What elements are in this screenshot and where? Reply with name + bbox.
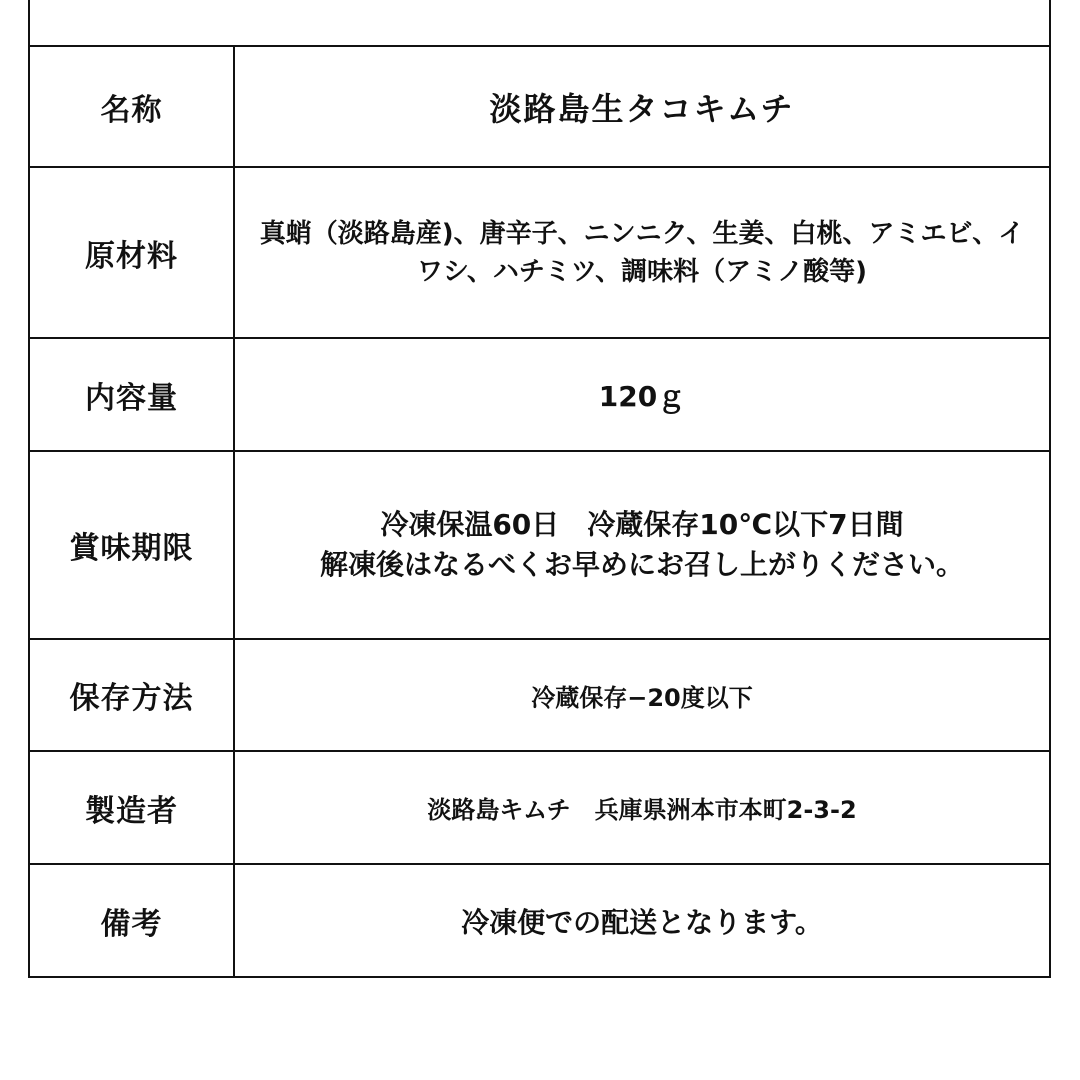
volume-text: 120ｇ xyxy=(598,379,686,413)
row-label-storage: 保存方法 xyxy=(30,640,235,750)
row-label-manufacturer: 製造者 xyxy=(30,752,235,863)
table-row-storage xyxy=(30,640,1049,752)
product-name-text: 淡路島生タコキムチ xyxy=(489,89,795,128)
row-label-volume: 内容量 xyxy=(30,339,235,450)
product-info-table xyxy=(28,0,1051,978)
table-row-volume xyxy=(30,339,1049,452)
row-label-ingredients: 原材料 xyxy=(30,168,235,337)
table-row-manufacturer xyxy=(30,752,1049,865)
table-top-strip xyxy=(30,0,1049,47)
table-row-expiry xyxy=(30,452,1049,640)
ingredients-line-2: ワシ、ハチミツ、調味料（アミノ酸等) xyxy=(417,256,867,287)
row-value-expiry xyxy=(235,452,1049,638)
note-text: 冷凍便での配送となります。 xyxy=(461,905,823,939)
table-row-ingredients xyxy=(30,168,1049,339)
row-value-ingredients xyxy=(235,168,1049,337)
row-label-name: 名称 xyxy=(30,47,235,166)
row-value-storage xyxy=(235,640,1049,750)
ingredients-line-1: 真蛸（淡路島産)、唐辛子、ニンニク、生姜、白桃、アミエビ、イ xyxy=(259,218,1025,249)
row-label-expiry: 賞味期限 xyxy=(30,452,235,638)
row-value-note xyxy=(235,865,1049,976)
row-value-name xyxy=(235,47,1049,166)
expiry-line-1: 冷凍保温60日 冷蔵保存10℃以下7日間 xyxy=(380,508,904,541)
expiry-line-2: 解凍後はなるべくお早めにお召し上がりください。 xyxy=(319,548,964,581)
row-value-volume xyxy=(235,339,1049,450)
row-value-manufacturer xyxy=(235,752,1049,863)
storage-text: 冷蔵保存−20度以下 xyxy=(531,683,753,712)
table-row-note xyxy=(30,865,1049,976)
manufacturer-text: 淡路島キムチ 兵庫県洲本市本町2-3-2 xyxy=(427,796,857,824)
row-label-note: 備考 xyxy=(30,865,235,976)
table-row-name xyxy=(30,47,1049,168)
